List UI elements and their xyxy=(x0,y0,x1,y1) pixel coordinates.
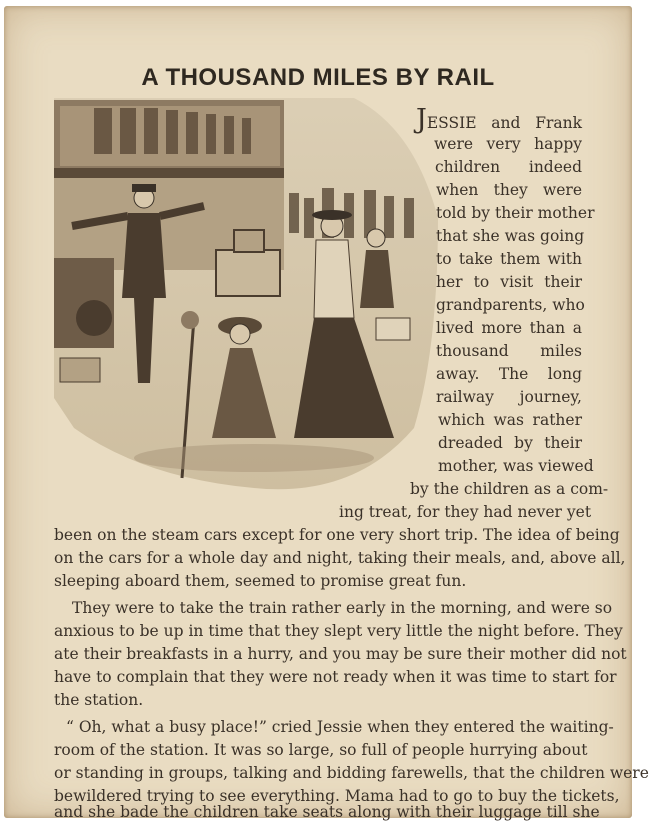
text-line: JESSIE and Frank xyxy=(416,104,582,135)
text-line: to take them with xyxy=(436,250,582,268)
text-line: which was rather xyxy=(438,411,582,429)
text-line: by the children as a com- xyxy=(410,480,609,498)
text-line: were very happy xyxy=(434,135,582,153)
page-title: A THOUSAND MILES BY RAIL xyxy=(141,64,495,91)
text-line: railway journey, xyxy=(436,388,582,406)
text-line: ing treat, for they had never yet xyxy=(339,503,592,521)
text-line: anxious to be up in time that they slept very little the night before. They xyxy=(54,622,623,640)
text-line: bewildered trying to see everything. Mama had to go to buy the tickets, xyxy=(54,787,620,805)
text-line: or standing in groups, talking and bidding farewells, that the children were xyxy=(54,764,649,782)
text-line: been on the steam cars except for one very short trip. The idea of being xyxy=(54,526,620,544)
text-line: on the cars for a whole day and night, taking their meals, and, above all, xyxy=(54,549,626,567)
text-line: dreaded by their xyxy=(438,434,582,452)
book-page xyxy=(4,6,649,821)
text-line: told by their mother xyxy=(436,204,595,222)
text-line: away. The long xyxy=(436,365,582,383)
text-line: that she was going xyxy=(436,227,585,245)
text-line: and she bade the children take seats along with their luggage till she xyxy=(54,803,600,821)
text-line: “ Oh, what a busy place!” cried Jessie when they entered the waiting- xyxy=(66,718,614,736)
text-line: mother, was viewed xyxy=(438,457,594,475)
text-line: room of the station. It was so large, so full of people hurrying about xyxy=(54,741,588,759)
text-line: They were to take the train rather early in the morning, and were so xyxy=(72,599,613,617)
text-line: children indeed xyxy=(435,158,582,176)
text-line: have to complain that they were not ready when it was time to start for xyxy=(54,668,617,686)
text-line: the station. xyxy=(54,691,144,709)
text-line: thousand miles xyxy=(436,342,582,360)
drop-cap: J xyxy=(416,104,427,135)
text-line: lived more than a xyxy=(436,319,582,337)
text-line: grandparents, who xyxy=(436,296,585,314)
text-line: ate their breakfasts in a hurry, and you may be sure their mother did not xyxy=(54,645,627,663)
text-line: sleeping aboard them, seemed to promise great fun. xyxy=(54,572,467,590)
text-line: her to visit their xyxy=(436,273,582,291)
train-station-illustration-icon xyxy=(54,98,438,500)
text-line: when they were xyxy=(436,181,582,199)
